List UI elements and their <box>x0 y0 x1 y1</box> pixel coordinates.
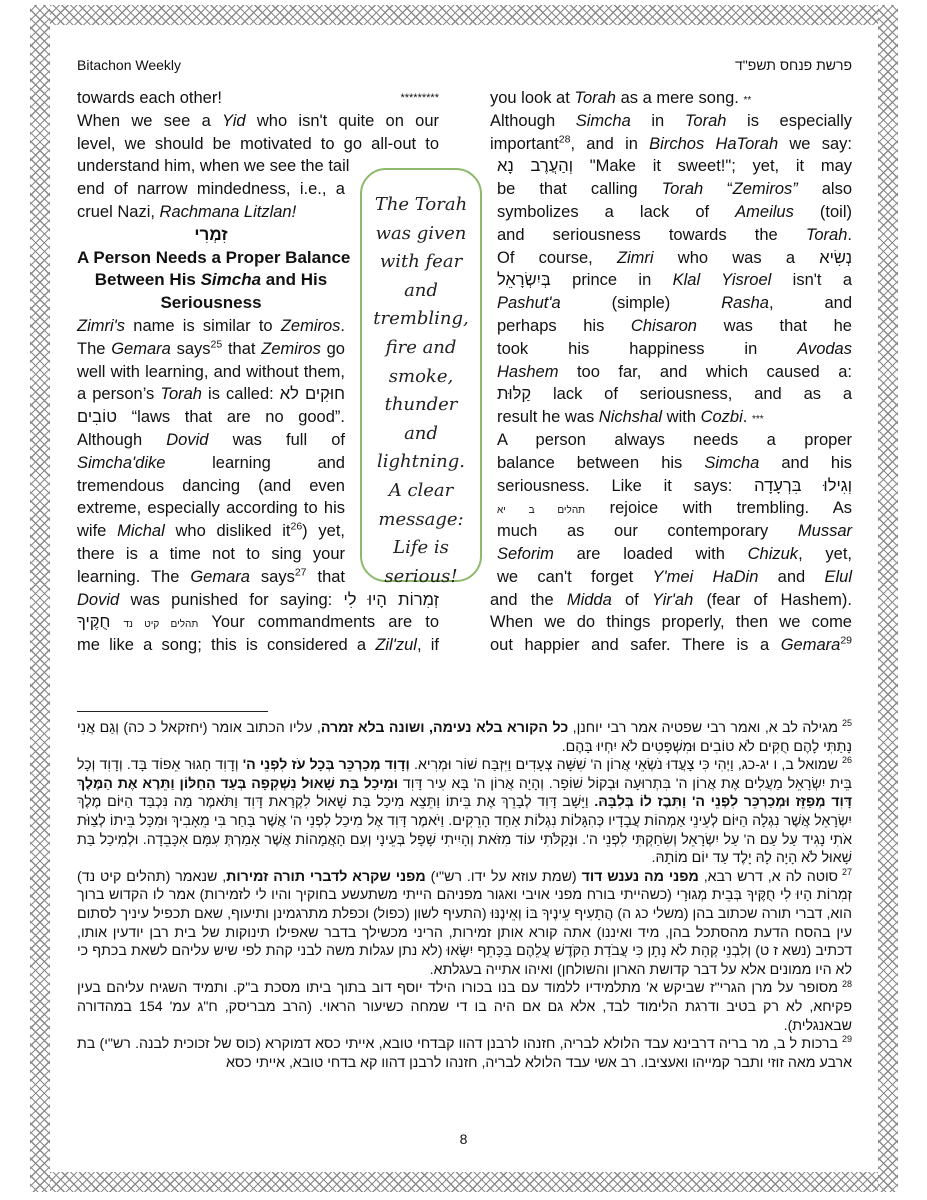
text-line <box>490 87 852 110</box>
text-run: are loaded with <box>553 544 748 563</box>
italic-term: Zemiros <box>280 316 341 335</box>
text-run: go <box>320 339 345 358</box>
text-line <box>77 110 439 133</box>
text-run: “ <box>703 180 733 199</box>
text-line <box>497 269 852 292</box>
section-divider: ********* <box>400 92 439 104</box>
text-run: was punished for saying: <box>119 590 344 609</box>
text-run: as a mere song. <box>615 89 744 107</box>
text-line <box>497 338 852 361</box>
text-run: we say: <box>778 134 852 153</box>
text-run: , if <box>416 636 440 655</box>
text-run: מסופר על מרן הגרי"ז שביקש א' מתלמידיו ללמוד עם בנו בכורו הילד יוסף דוב בתוך ביתו מסכת ב"ק. ותמיד השגיח עליהם בעין פקיחא, לא רק בטיב ודרגת הלימוד לבד, אלא גם אם היה בו די שמחה כשיעור הראוי. (הרב מבריסק, ח"ג עמ' 154 במהדורה שבאנגלית). <box>77 980 852 1034</box>
text-run: וְדָוִד חָגוּר אֵפוֹד בָּד. וְדָוִד וְכָל בֵּית יִשְׂרָאֵל מַעֲלִים אֶת אֲרוֹן ה' בִּתְרוּעָה וּבְקוֹל שׁוֹפָר. וְהָיָה אֲרוֹן ה' בָּא עִיר דָּוִד <box>77 757 852 792</box>
italic-term: Zemiros <box>261 339 321 358</box>
text-run: took his happiness in <box>497 339 798 358</box>
text-run: was that he <box>696 316 852 335</box>
hebrew-text: חֻקֶּיךָ <box>77 613 111 632</box>
italic-term: Birchos HaTorah <box>649 134 779 153</box>
text-run: understand him, when we see the tail <box>77 157 350 176</box>
footnote <box>77 719 852 756</box>
italic-term: Yir'ah <box>651 590 694 609</box>
hebrew-text: וְהַעֲרֶב נָא <box>497 157 574 176</box>
text-run: (fear of Hashem). <box>693 590 852 609</box>
text-run: When we do things properly, then we come <box>490 613 852 632</box>
text-line <box>490 589 852 612</box>
text-run: result he was <box>497 408 599 427</box>
pull-quote-line: lightning. <box>376 451 466 473</box>
hebrew-text: טוֹבִים <box>77 408 118 427</box>
footnote-number: 25 <box>842 719 852 729</box>
italic-term: Gemara <box>111 339 171 358</box>
footnote-separator <box>77 711 268 712</box>
text-run: who was a <box>653 248 820 267</box>
footnotes <box>77 719 852 1121</box>
hebrew-text: בְּיִשְׂרָאֵל <box>497 271 551 290</box>
italic-term: Zimri <box>616 248 654 267</box>
text-run: seriousness. Like it says: <box>497 476 755 495</box>
pull-quote-line: serious! <box>384 565 458 587</box>
text-run: extreme, especially according to his <box>77 499 345 518</box>
italic-term: Simcha <box>575 111 631 130</box>
italic-term: Mussar <box>797 522 852 541</box>
text-run: When we see a <box>77 111 223 130</box>
text-run: learning. The <box>77 567 191 586</box>
right-column <box>490 87 852 657</box>
text-line <box>77 361 345 384</box>
italic-term: Midda <box>566 590 612 609</box>
pull-quote-box <box>360 168 482 587</box>
text-line <box>77 543 345 566</box>
text-run <box>110 613 123 631</box>
footnote-ref: 28 <box>558 133 571 146</box>
text-run: “laws that are no good”. <box>117 408 345 427</box>
footnote <box>77 868 852 980</box>
text-line <box>77 475 345 498</box>
text-run: "Make it sweet!"; yet, it may <box>573 157 852 176</box>
italic-term: Ameilus <box>735 202 794 221</box>
text-run: cruel Nazi, <box>77 202 160 221</box>
footnote-number: 28 <box>841 978 852 989</box>
pull-quote-line: Life is <box>393 537 449 559</box>
pull-quote-line: A clear <box>388 479 454 501</box>
text-line <box>497 475 852 498</box>
italic-term: Simcha <box>704 453 760 472</box>
text-run: lack of seriousness, and as a <box>531 385 852 404</box>
text-line <box>77 87 439 110</box>
footnote-ref: 26 <box>290 520 303 533</box>
italic-term: Torah <box>805 225 848 244</box>
text-run: , שנאמר (תהלים קיט נד) זְמִרוֹת הָיוּ לִי חֻקֶּיךָ בְּבֵית מְגוּרָי (כשהייתי בורח מפני אויבי ואגור מפניהם הייתי משתעשע בחוקיך והיו לי לזמירות) אמר לו הקדוש ברוך הוא, דברי תורה שכתוב בהן (משלי כג ה) הֲתָעִיף עֵינֶיךָ בּוֹ וְאֵינֶנּוּ (התעיף לשון (כפול) וכפלת מתרגמינן ותיעוף, שאם תכפיל עיניך לסתום עין בהסח הדעת מהסתכל בהן, מיד ואיננו) אתה קורא אותן זמירות, הריני מכשילך בדבר שאפילו תינוקות של בית רבן יודעין אותו, דכתיב (נשא ז ט) וְלִבְנֵי קְהָת לֹא נָתָן כִּי עֲבֹדַת הַקֹּדֶשׁ עֲלֵהֶם בַּכָּתֵף יִשָּׂאוּ (לא נתן עגלות משה לבני קהת לפי שיש עליהם לשאת בכתף כי לא היו ממונים אלא על דבר קדושת הארון והשולחן) ואיהו אתייה בעגלתא. <box>77 868 852 978</box>
text-line <box>77 155 350 178</box>
text-run: also <box>797 180 852 199</box>
text-run: is especially <box>726 111 852 130</box>
text-line <box>77 452 345 475</box>
italic-term: Gemara <box>190 567 250 586</box>
hebrew-text: וְגִילוּ בִּרְעָדָה <box>754 476 853 495</box>
text-run: much as our contemporary <box>497 522 798 541</box>
footnote-number: 27 <box>841 867 852 878</box>
footnote-ref: 27 <box>294 566 307 579</box>
section-heading-line <box>77 247 351 270</box>
text-run: we can't forget <box>497 567 653 586</box>
hebrew-text: נְשִׂיא <box>819 248 852 267</box>
text-line <box>497 292 852 315</box>
text-run: out happier and safer. There is a <box>490 636 781 655</box>
text-line <box>490 110 852 133</box>
text-line <box>77 429 345 452</box>
text-run: perhaps his <box>497 316 631 335</box>
text-run: be that calling <box>497 180 662 199</box>
text-run: Seriousness <box>160 293 262 313</box>
italic-term: Rasha <box>721 294 769 313</box>
section-heading-line <box>77 224 345 247</box>
text-line <box>77 589 439 612</box>
text-run: וַיָּשָׁב דָּוִד לְבָרֵךְ אֶת בֵּיתוֹ וַתֵּצֵא מִיכַל בַּת שָׁאוּל לִקְרַאת דָּוִד וַתֹּאמֶר מַה נִּכְבַּד הַיּוֹם מֶלֶךְ יִשְׂרָאֵל אֲשֶׁר נִגְלָה הַיּוֹם לְעֵינֵי אַמְהוֹת עֲבָדָיו כְּהִגָּלוֹת נִגְלוֹת אַחַד הָרֵקִים. וַיֹּאמֶר דָּוִד אֶל מִיכַל לִפְנֵי ה' אֲשֶׁר בָּחַר בִּי מֵאָבִיךְ וּמִכָּל בֵּיתוֹ לְצַוֹּת אֹתִי נָגִיד עַל עַם ה' עַל יִשְׂרָאֵל וְשִׂחַקְתִּי לִפְנֵי ה'. וּנְקַלֹּתִי עוֹד מִזֹּאת וְהָיִיתִי שָׁפָל בְּעֵינָי וְעִם הָאֲמָהוֹת אֲשֶׁר אָמַרְתְּ עִמָּם אִכָּבֵדָה. וּלְמִיכַל בַּת שָׁאוּל לֹא הָיָה לָהּ יָלֶד עַד יוֹם מוֹתָהּ. <box>77 794 852 867</box>
bold-text: וְדָוִד מְכַרְכֵּר בְּכָל עֹז לִפְנֵי ה' <box>242 757 410 774</box>
footnote-ref: 25 <box>210 338 223 351</box>
text-run: rejoice with trembling. As <box>585 499 853 518</box>
text-run: Your commandments are to <box>198 613 439 632</box>
italic-term: Elul <box>824 567 852 586</box>
decorative-border-top <box>30 5 898 25</box>
text-run: (שמת עוזא על ידו. רש"י) <box>425 868 582 885</box>
text-line <box>497 155 852 178</box>
text-run: tremendous dancing (and even <box>77 476 345 495</box>
text-line <box>77 566 345 589</box>
section-heading-line <box>77 269 345 292</box>
pull-quote-line: was given <box>375 222 467 244</box>
bold-text: כל הקורא בלא נעימה, ושונה בלא זמרה <box>320 720 569 736</box>
pull-quote-line: smoke, <box>388 365 454 387</box>
text-run: well with learning, and without them, <box>77 362 345 381</box>
bold-text: וּמִיכַל בַּת שָׁאוּל נִשְׁקְפָה בְּעַד הַחַלּוֹן וַתֵּרֶא אֶת הַמֶּלֶךְ דָּוִד מְפַזֵּז וּמְכַרְכֵּר לִפְנֵי ה' וַתִּבֶז לוֹ בְּלִבָּהּ. <box>77 775 852 811</box>
text-line <box>497 497 852 520</box>
section-divider: ** <box>743 95 752 106</box>
publication-title: Bitachon Weekly <box>77 57 182 73</box>
text-line <box>490 634 852 657</box>
section-divider: *** <box>751 414 764 426</box>
italic-term: Torah <box>574 89 616 107</box>
text-run: The <box>77 339 112 358</box>
text-run: too far, and which caused a: <box>558 362 852 381</box>
text-run: (toil) <box>793 202 852 221</box>
text-run: that <box>222 339 262 358</box>
text-run: with <box>662 408 701 427</box>
text-run: says <box>170 339 211 358</box>
hebrew-text: קַלּוּת <box>497 385 532 404</box>
italic-term: Seforim <box>497 544 554 563</box>
text-line <box>497 361 852 384</box>
verse-citation: תהלים ב יא <box>497 505 586 517</box>
decorative-border-bottom <box>30 1172 898 1192</box>
text-line <box>497 520 852 543</box>
bold-italic-term: Simcha <box>200 270 262 290</box>
text-run: . <box>742 408 752 427</box>
text-line <box>77 133 439 156</box>
text-run: symbolizes a lack of <box>497 202 736 221</box>
text-run: שמואל ב, ו יג-כג, וַיְהִי כִּי צָעֲדוּ נֹשְׂאֵי אֲרוֹן ה' שִׁשָּׁה צְעָדִים וַיִּזְבַּח שׁוֹר וּמְרִיא. <box>409 757 838 774</box>
italic-term: Rachmana Litzlan! <box>159 202 297 221</box>
pull-quote-line: with fear <box>379 251 463 273</box>
italic-term: Dovid <box>166 430 209 449</box>
text-run: wife <box>77 522 118 541</box>
hebrew-text: זִמְרִי <box>194 224 228 244</box>
text-run: and His <box>261 270 328 290</box>
text-line <box>497 178 852 201</box>
italic-term: Cozbi <box>700 408 743 427</box>
text-line <box>77 406 345 429</box>
italic-term: Dovid <box>77 590 120 609</box>
text-line <box>77 520 345 543</box>
text-run: says <box>249 567 295 586</box>
decorative-border-left <box>30 5 50 1192</box>
text-run: , and <box>768 294 853 313</box>
text-run: ברכות ל ב, מר בריה דרבינא עבד הלולא לבריה, חזנהו לרבנן דהוו קבדחי טובא, אייתי כסא דמוקרא (כוס של זכוכית לבנה. רש"י) בת ארבע מאה זוזי ותבר קמייהו ואעציבו. רב אשי עבד הלולא לבריה, חזנהו לרבנן דהוו קא בדחי טובא, אייתי כסא <box>77 1036 852 1071</box>
text-line <box>497 566 852 589</box>
text-line <box>497 452 852 475</box>
text-run: balance between his <box>497 453 705 472</box>
text-line <box>497 429 852 452</box>
text-run: isn't a <box>771 271 852 290</box>
text-run: and his <box>759 453 852 472</box>
text-line <box>77 338 345 361</box>
italic-term: Gemara <box>780 636 841 655</box>
pull-quote-line: message: <box>378 508 464 530</box>
text-run: was full of <box>208 430 345 449</box>
text-line <box>77 611 439 634</box>
italic-term: Zil'zul <box>375 636 417 655</box>
text-line <box>490 133 852 156</box>
text-run: that <box>306 567 346 586</box>
pull-quote-line: fire and <box>385 336 457 358</box>
text-run: מגילה לב א, ואמר רבי שפטיה אמר רבי יוחנן, <box>568 720 838 736</box>
text-run: A person always needs a proper <box>497 430 852 449</box>
italic-term: Chisaron <box>630 316 697 335</box>
text-line <box>490 611 852 634</box>
italic-term: Torah <box>684 111 727 130</box>
bold-text: מפני מה נענש דוד <box>581 868 699 885</box>
text-run: and the <box>490 590 567 609</box>
italic-term: Zimri's <box>77 316 126 335</box>
text-run: level, we should be motivated to go all-out to <box>77 134 439 153</box>
text-line <box>497 315 852 338</box>
text-line <box>77 201 345 224</box>
pull-quote-line: and <box>404 422 438 444</box>
text-run: a person’s <box>77 385 161 404</box>
footnote <box>77 1035 852 1072</box>
italic-term: Zemiros” <box>732 180 798 199</box>
text-run: A Person Needs a Proper Balance <box>77 247 351 267</box>
hebrew-text: זְמִרוֹת הָיוּ לִי <box>343 590 439 609</box>
italic-term: Yid <box>222 111 246 130</box>
text-line <box>497 543 852 566</box>
text-run: end of narrow mindedness, i.e., a <box>77 180 345 199</box>
text-line <box>497 406 852 429</box>
italic-term: Simcha'dike <box>77 453 166 472</box>
italic-term: Torah <box>661 180 704 199</box>
bold-text: מפני שקרא לדברי תורה זמירות <box>226 868 426 885</box>
footnote-number: 29 <box>841 1034 852 1045</box>
pull-quote-line: and <box>404 279 438 301</box>
text-line <box>77 497 345 520</box>
italic-term: Michal <box>117 522 165 541</box>
italic-term: Avodas <box>797 339 852 358</box>
footnote <box>77 756 852 868</box>
page-number: 8 <box>459 1131 468 1147</box>
text-run: Although <box>77 430 167 449</box>
italic-term: Chizuk <box>747 544 799 563</box>
text-run: . <box>340 316 345 335</box>
italic-term: Klal Yisroel <box>672 271 772 290</box>
text-run: of <box>611 590 652 609</box>
text-run: , עליו הכתוב אומר (יחזקאל כ כה) וְגַם אֲנִי נָתַתִּי לָהֶם חֻקִּים לֹא טוֹבִים וּמִשְׁפָּטִים לֹא יִחְיוּ בָּהֶם. <box>77 720 852 755</box>
parsha-title: פרשת פנחס תשפ"ד <box>735 57 852 73</box>
italic-term: Y'mei HaDin <box>652 567 759 586</box>
text-run: (simple) <box>560 294 722 313</box>
text-run: who isn't quite on our <box>245 111 440 130</box>
text-line <box>497 201 852 224</box>
text-line <box>77 315 345 338</box>
text-run: , yet, <box>798 544 852 563</box>
text-run: . <box>847 225 852 244</box>
text-line <box>77 634 439 657</box>
text-run: and <box>758 567 825 586</box>
italic-term: Nichshal <box>598 408 663 427</box>
hebrew-text: חוּקִים לא <box>279 385 345 404</box>
footnote <box>77 979 852 1035</box>
text-run: who disliked it <box>164 522 291 541</box>
text-run: Although <box>490 111 576 130</box>
footnote-number: 26 <box>841 755 852 766</box>
text-run: me like a song; this is considered a <box>77 636 376 655</box>
text-run: , and in <box>570 134 650 153</box>
text-run: you look at <box>490 89 575 107</box>
text-run: and seriousness towards the <box>497 225 806 244</box>
text-run: there is a time not to sing your <box>77 544 345 563</box>
text-run: name is similar to <box>125 316 281 335</box>
text-run: סוטה לה א, דרש רבא, <box>698 868 838 885</box>
text-run: towards each other! <box>77 89 222 107</box>
text-run: learning and <box>165 453 345 472</box>
text-line <box>77 383 345 406</box>
pull-quote-line: thunder <box>384 394 458 416</box>
text-run: important <box>490 134 559 153</box>
text-line <box>497 224 852 247</box>
text-line <box>497 247 852 270</box>
pull-quote-line: trembling, <box>373 308 469 330</box>
text-line <box>77 178 345 201</box>
italic-term: Pashut'a <box>497 294 561 313</box>
footnote-ref: 29 <box>840 634 852 647</box>
pull-quote-line: The Torah <box>374 194 468 215</box>
text-run: in <box>630 111 685 130</box>
text-run: is called: <box>201 385 280 404</box>
decorative-border-right <box>878 5 898 1192</box>
section-heading-line <box>77 292 345 315</box>
text-run: prince in <box>550 271 673 290</box>
text-run: Of course, <box>497 248 617 267</box>
verse-citation: תהלים קיט נד <box>123 619 199 631</box>
italic-term: Torah <box>160 385 202 404</box>
italic-term: Hashem <box>497 362 559 381</box>
text-run: ) yet, <box>302 522 345 541</box>
text-line <box>497 383 852 406</box>
text-run: Between His <box>94 270 201 290</box>
